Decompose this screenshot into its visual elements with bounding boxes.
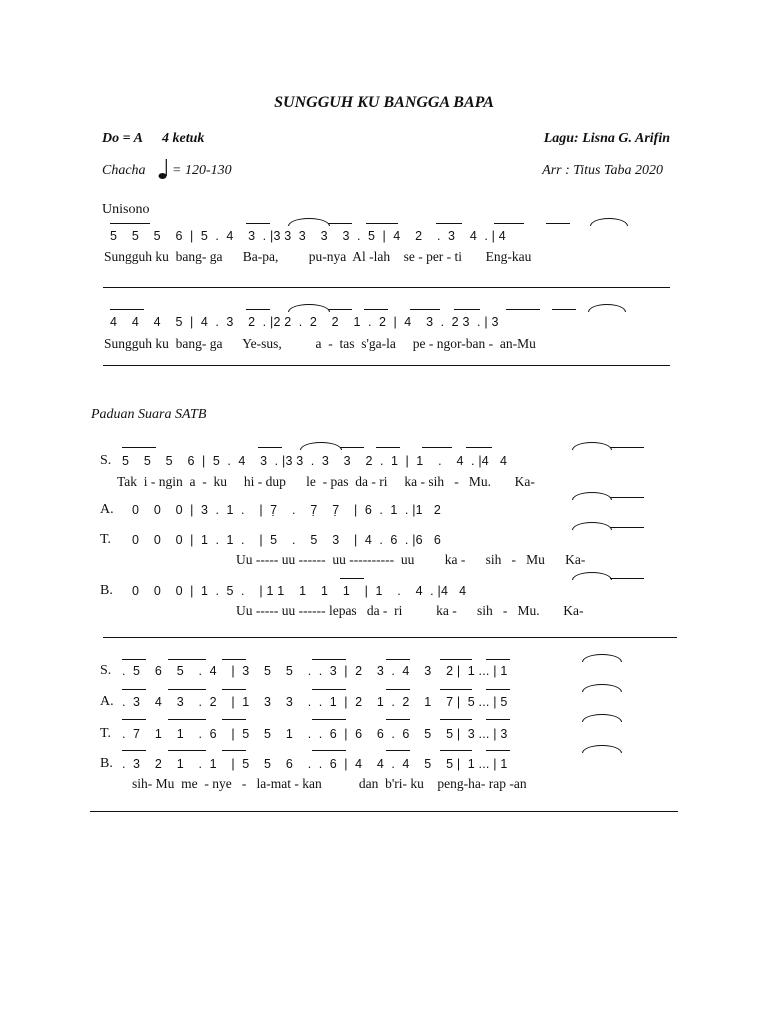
- satb-label: Paduan Suara SATB: [91, 407, 207, 422]
- tenor-notes: 0 0 0 | 1 . 1 . | 5 . 5 3 | 4 . 6 . |6 6: [132, 533, 441, 547]
- divider: [90, 811, 678, 812]
- bass-notes: 0 0 0 | 1 . 5 . | 1 1 1 1 1 | 1 . 4 . |4 4: [132, 584, 467, 598]
- tenor-label: T.: [100, 726, 112, 741]
- tenor-notes: . 7 1 1 . 6 | 5 5 1 . . 6 | 6 6 . 6 5 5 | 3 ... | 3: [122, 727, 508, 741]
- alto-label: A.: [100, 694, 114, 709]
- bass-label: B.: [100, 583, 113, 598]
- soprano-label: S.: [100, 453, 112, 468]
- key-signature: Do = A: [102, 131, 143, 146]
- soprano-label: S.: [100, 663, 112, 678]
- divider: [103, 287, 670, 288]
- unison-label: Unisono: [102, 202, 150, 217]
- page-title: SUNGGUH KU BANGGA BAPA: [274, 94, 494, 111]
- tenor-lyrics: Uu ----- uu ------ uu ---------- uu ka - sih - Mu Ka-: [236, 552, 586, 567]
- alto-notes: . 3 4 3 . 2 | 1 3 3 . . 1 | 2 1 . 2 1 7 | 5 ... | 5: [122, 695, 508, 709]
- quarter-note-icon: [158, 158, 170, 180]
- unison-line2-notes: 4 4 4 5 | 4 . 3 2 . |2 2 . 2 2 1 . 2 | 4 3 . 2 3 . | 3: [110, 315, 499, 329]
- bass-lyrics: Uu ----- uu ------ lepas da - ri ka - sih - Mu. Ka-: [236, 603, 584, 618]
- arranger: Arr : Titus Taba 2020: [542, 163, 663, 178]
- divider: [103, 637, 677, 638]
- alto-label: A.: [100, 502, 114, 517]
- unison-line1-notes: 5 5 5 6 | 5 . 4 3 . |3 3 3 3 3 . 5 | 4 2 . 3 4 . | 4: [110, 229, 506, 243]
- meter: 4 ketuk: [162, 131, 205, 146]
- composer: Lagu: Lisna G. Arifin: [543, 131, 670, 146]
- alto-notes: 0 0 0 | 3 . 1 . | 7̣ . 7̣ 7̣ | 6 . 1 . |1 2: [132, 503, 441, 517]
- unison-line2-lyrics: Sungguh ku bang- ga Ye-sus, a - tas s'ga-la pe - ngor-ban - an-Mu: [104, 336, 536, 351]
- tempo: = 120-130: [172, 163, 232, 178]
- unison-line1-lyrics: Sungguh ku bang- ga Ba-pa, pu-nya Al -lah se - per - ti Eng-kau: [104, 249, 532, 264]
- bass-label: B.: [100, 756, 113, 771]
- section2-lyrics: sih- Mu me - nye - la-mat - kan dan b'ri- ku peng-ha- rap -an: [132, 776, 527, 791]
- bass-notes: . 3 2 1 . 1 | 5 5 6 . . 6 | 4 4 . 4 5 5 | 1 ... | 1: [122, 757, 508, 771]
- soprano-notes: . 5 6 5 . 4 | 3 5 5 . . 3 | 2 3 . 4 3 2 | 1 ... | 1: [122, 664, 508, 678]
- style-label: Chacha: [102, 163, 146, 178]
- divider: [103, 365, 670, 366]
- tenor-label: T.: [100, 532, 112, 547]
- soprano-lyrics: Tak i - ngin a - ku hi - dup le - pas da - ri ka - sih - Mu. Ka-: [117, 474, 535, 489]
- soprano-notes: 5 5 5 6 | 5 . 4 3 . |3 3 . 3 3 2 . 1 | 1 . 4 . |4 4: [122, 454, 508, 468]
